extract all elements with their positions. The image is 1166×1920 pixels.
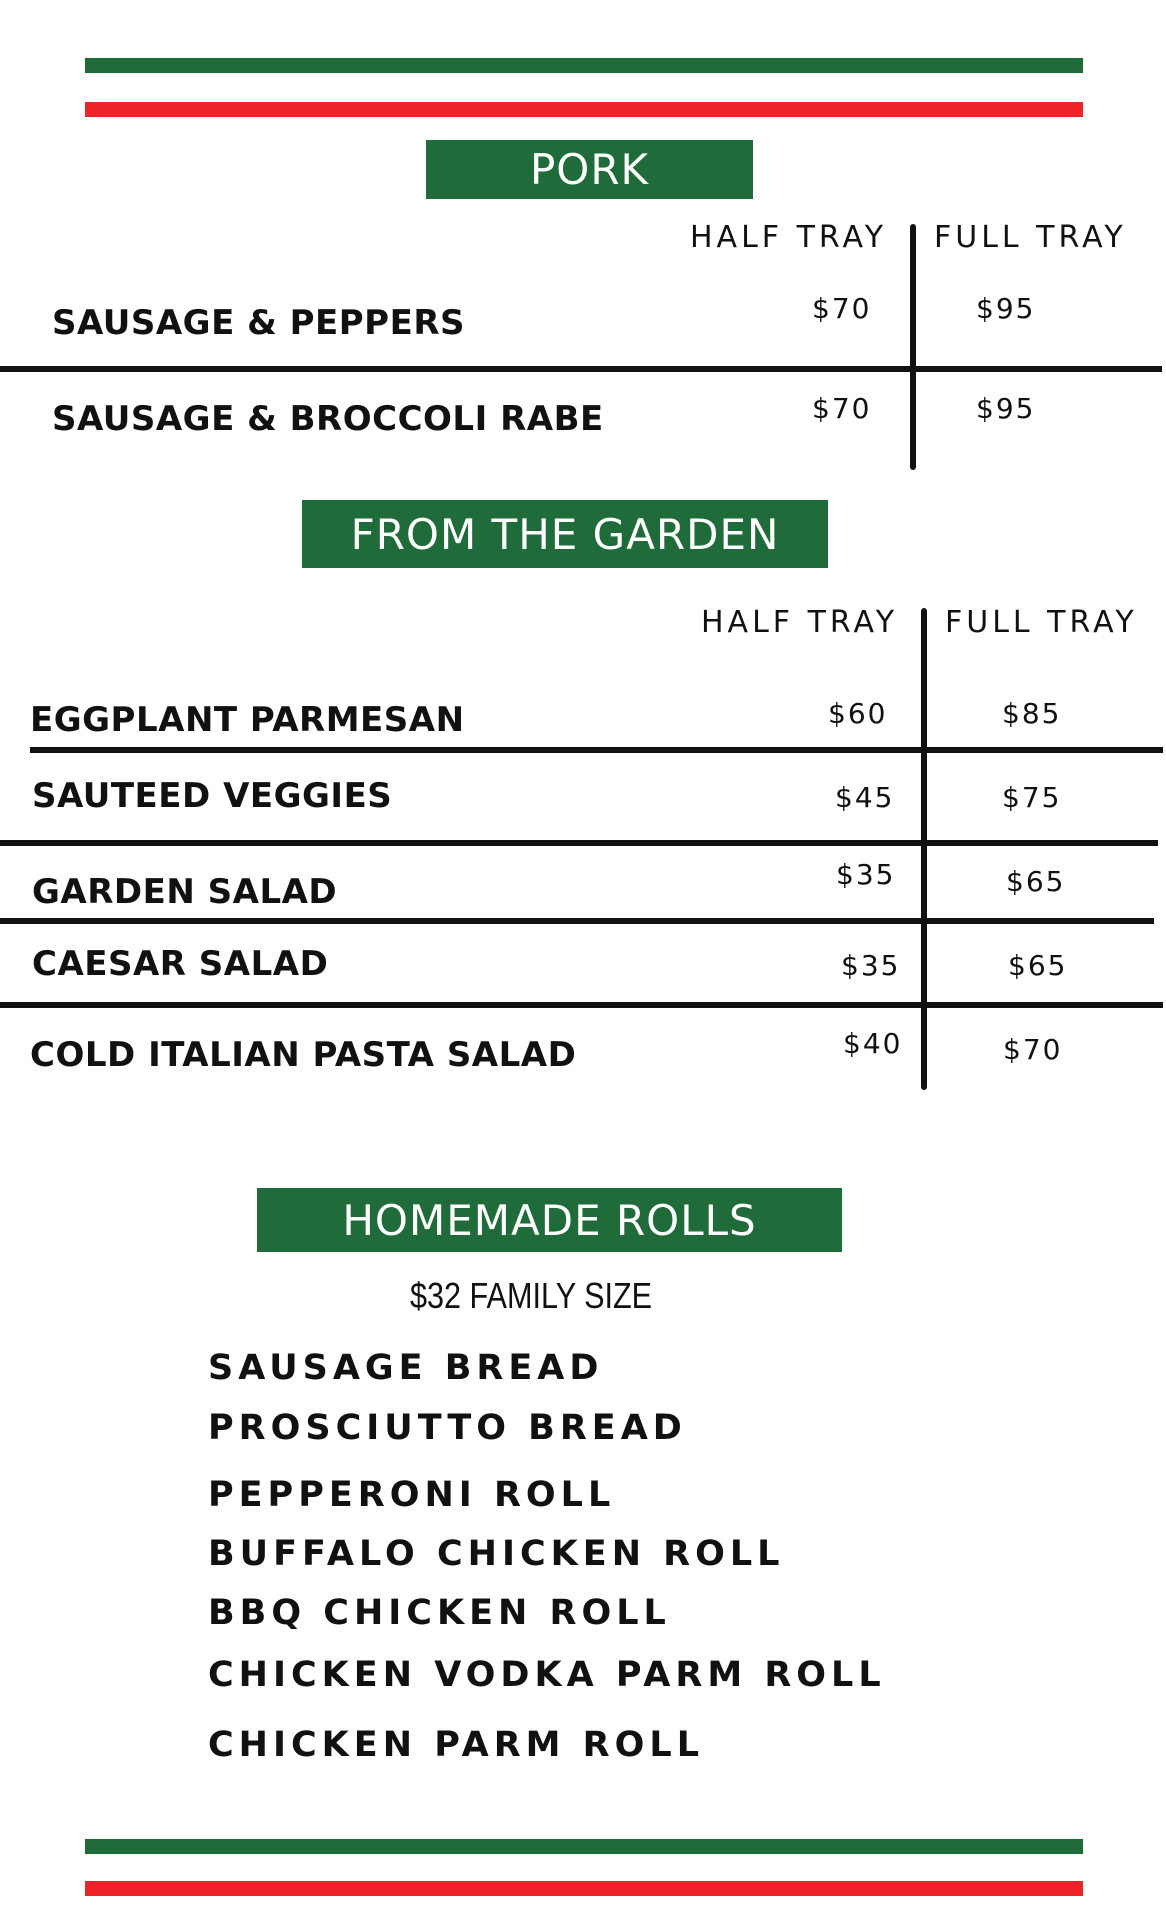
- garden-item-sauteed-veggies: SAUTEED VEGGIES: [32, 776, 393, 816]
- garden-row-divider-3: [0, 918, 1154, 924]
- rolls-item-buffalo-chicken-roll: BUFFALO CHICKEN ROLL: [208, 1534, 785, 1574]
- garden-row-divider-4: [0, 1002, 1163, 1008]
- garden-item-cold-italian-pasta-salad-full: $70: [1003, 1033, 1063, 1066]
- rolls-section-title: HOMEMADE ROLLS: [257, 1188, 842, 1252]
- garden-item-eggplant-parmesan-half: $60: [828, 697, 888, 730]
- garden-item-sauteed-veggies-full: $75: [1002, 781, 1062, 814]
- rolls-item-bbq-chicken-roll: BBQ CHICKEN ROLL: [208, 1593, 671, 1633]
- garden-row-divider-2: [0, 840, 1158, 846]
- pork-item-sausage-broccoli-rabe-full: $95: [976, 392, 1036, 425]
- garden-column-divider: [921, 608, 927, 1090]
- pork-item-sausage-peppers-half: $70: [812, 292, 872, 325]
- rolls-item-chicken-parm-roll: CHICKEN PARM ROLL: [208, 1725, 704, 1765]
- garden-item-garden-salad-full: $65: [1006, 865, 1066, 898]
- pork-row-divider: [0, 366, 1162, 372]
- bottom-green-stripe: [85, 1839, 1083, 1854]
- pork-half-tray-header: HALF TRAY: [690, 220, 888, 255]
- garden-full-tray-header: FULL TRAY: [945, 605, 1138, 640]
- pork-item-sausage-broccoli-rabe-half: $70: [812, 392, 872, 425]
- garden-item-garden-salad-half: $35: [836, 858, 896, 891]
- rolls-item-chicken-vodka-parm-roll: CHICKEN VODKA PARM ROLL: [208, 1655, 886, 1695]
- pork-full-tray-header: FULL TRAY: [934, 220, 1127, 255]
- garden-item-caesar-salad: CAESAR SALAD: [32, 944, 329, 984]
- pork-item-sausage-peppers: SAUSAGE & PEPPERS: [52, 303, 465, 343]
- top-green-stripe: [85, 58, 1083, 73]
- pork-column-divider: [910, 224, 916, 470]
- garden-section-title: FROM THE GARDEN: [302, 500, 828, 568]
- pork-item-sausage-peppers-full: $95: [976, 292, 1036, 325]
- garden-item-eggplant-parmesan-full: $85: [1002, 697, 1062, 730]
- pork-section-title: PORK: [426, 140, 753, 199]
- top-red-stripe: [85, 102, 1083, 117]
- rolls-item-pepperoni-roll: PEPPERONI ROLL: [208, 1475, 616, 1515]
- garden-item-garden-salad: GARDEN SALAD: [32, 872, 338, 912]
- rolls-item-sausage-bread: SAUSAGE BREAD: [208, 1348, 604, 1388]
- garden-item-sauteed-veggies-half: $45: [835, 781, 895, 814]
- bottom-red-stripe: [85, 1881, 1083, 1896]
- rolls-item-prosciutto-bread: PROSCIUTTO BREAD: [208, 1408, 687, 1448]
- rolls-family-size-price: $32 FAMILY SIZE: [410, 1275, 653, 1316]
- garden-item-cold-italian-pasta-salad-half: $40: [843, 1027, 903, 1060]
- garden-half-tray-header: HALF TRAY: [701, 605, 899, 640]
- pork-item-sausage-broccoli-rabe: SAUSAGE & BROCCOLI RABE: [52, 399, 604, 439]
- garden-row-divider-1: [30, 747, 1163, 753]
- garden-item-eggplant-parmesan: EGGPLANT PARMESAN: [30, 700, 465, 740]
- garden-item-caesar-salad-half: $35: [841, 949, 901, 982]
- garden-item-caesar-salad-full: $65: [1008, 949, 1068, 982]
- garden-item-cold-italian-pasta-salad: COLD ITALIAN PASTA SALAD: [30, 1035, 577, 1075]
